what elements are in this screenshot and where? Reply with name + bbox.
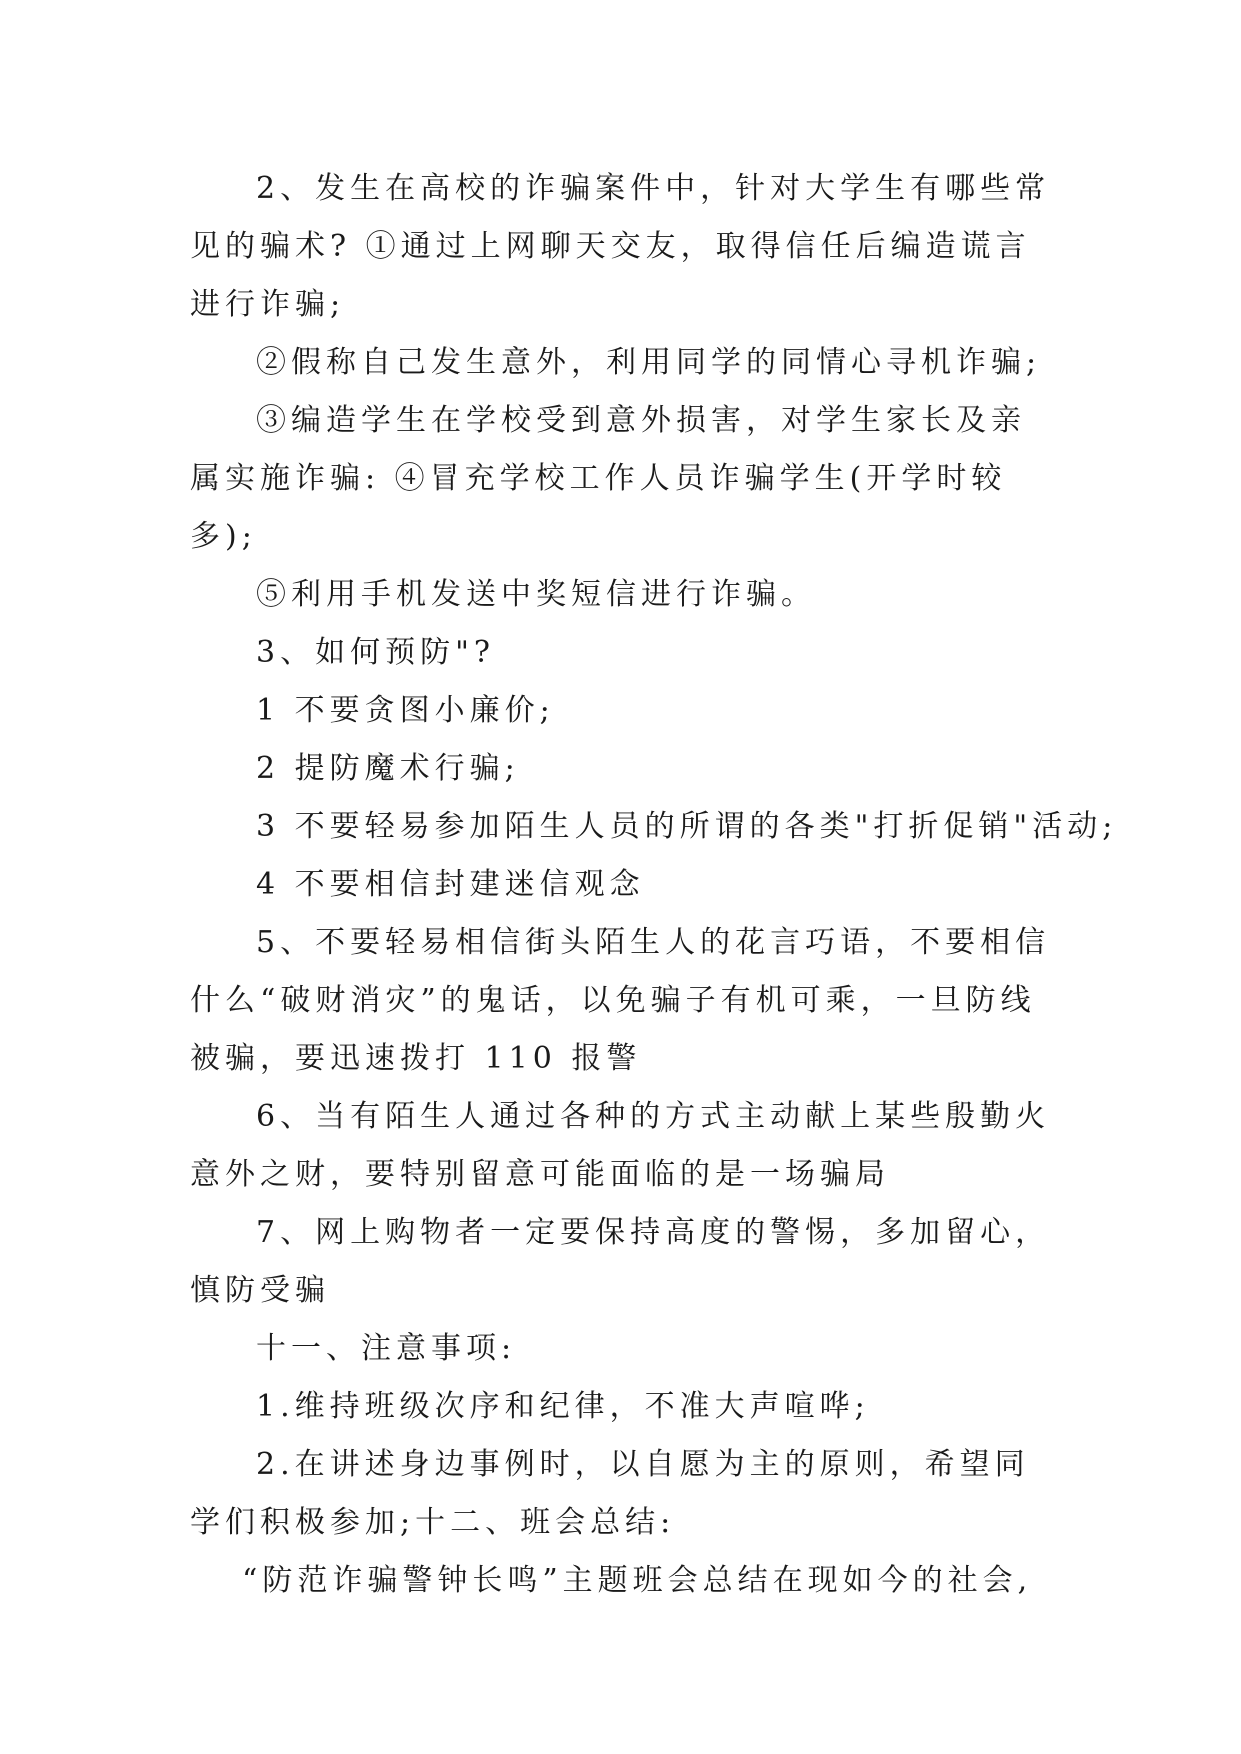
document-body	[190, 160, 1118, 1610]
paragraph-how-to-prevent: 3、如何预防"?	[256, 635, 495, 670]
paragraph-common-scams: 2、发生在高校的诈骗案件中，针对大学生有哪些常见的骗术? ①通过上网聊天交友，取得信任后编造谎言进行诈骗;	[190, 171, 1051, 322]
paragraph-tip-4: 4 不要相信封建迷信观念	[256, 867, 645, 902]
paragraph-tip-3: 3 不要轻易参加陌生人员的所谓的各类"打折促销"活动;	[256, 809, 1118, 844]
paragraph-tip-6: 6、当有陌生人通过各种的方式主动献上某些殷勤火意外之财，要特别留意可能面临的是一场骗局	[190, 1099, 1051, 1192]
paragraph-scam-5: ⑤利用手机发送中奖短信进行诈骗。	[256, 577, 816, 612]
paragraph-scam-2: ②假称自己发生意外，利用同学的同情心寻机诈骗;	[256, 345, 1042, 380]
paragraph-tip-7: 7、网上购物者一定要保持高度的警惕，多加留心，慎防受骗	[190, 1215, 1051, 1308]
paragraph-note-1: 1.维持班级次序和纪律，不准大声喧哗;	[256, 1389, 870, 1424]
paragraph-scam-3-4: ③编造学生在学校受到意外损害，对学生家长及亲属实施诈骗: ④冒充学校工作人员诈骗学生(开学时较多);	[190, 403, 1026, 554]
paragraph-tip-5: 5、不要轻易相信街头陌生人的花言巧语，不要相信什么“破财消灾”的鬼话，以免骗子有机可乘，一旦防线被骗，要迅速拨打 110 报警	[190, 925, 1051, 1076]
paragraph-summary: “防范诈骗警钟长鸣”主题班会总结在现如今的社会,	[242, 1563, 1033, 1598]
paragraph-notes-heading: 十一、注意事项:	[256, 1331, 517, 1366]
paragraph-tip-1: 1 不要贪图小廉价;	[256, 693, 555, 728]
paragraph-note-2: 2.在讲述身边事例时，以自愿为主的原则，希望同学们积极参加;十二、班会总结:	[190, 1447, 1030, 1540]
paragraph-tip-2: 2 提防魔术行骗;	[256, 751, 520, 786]
